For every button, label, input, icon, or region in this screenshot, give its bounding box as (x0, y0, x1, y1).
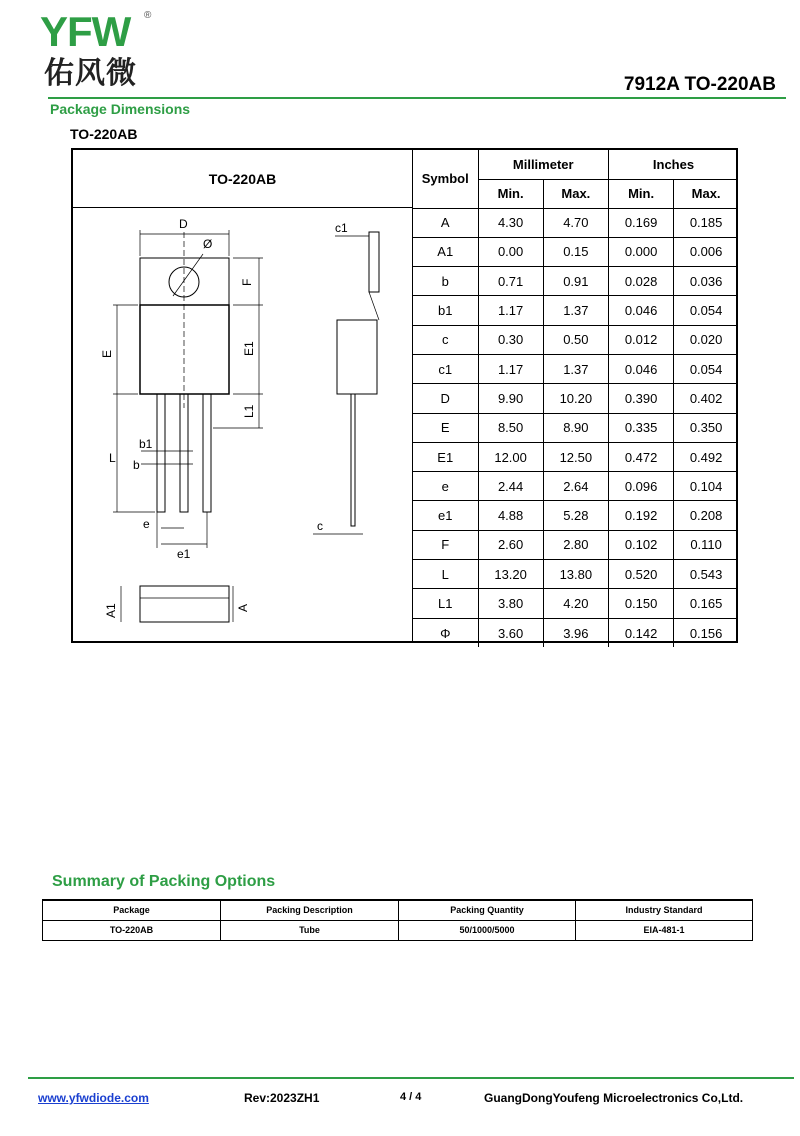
dim-cell-mm-min: 3.60 (478, 618, 543, 647)
dim-cell-symbol: b (413, 267, 478, 296)
dim-cell-in-max: 0.036 (674, 267, 738, 296)
table-row (413, 354, 738, 383)
table-row (413, 413, 738, 442)
side-body (337, 320, 377, 394)
label-A1: A1 (104, 603, 118, 618)
dim-cell-in-min: 0.520 (608, 560, 673, 589)
in-min-header: Min. (608, 179, 673, 208)
lead-2 (180, 394, 188, 512)
side-lead (351, 394, 355, 526)
table-row (43, 920, 753, 940)
packing-header-description: Packing Description (221, 900, 399, 920)
document-title: 7912A TO-220AB (623, 74, 776, 95)
dim-cell-in-min: 0.028 (608, 267, 673, 296)
revision-text: Rev:2023ZH1 (244, 1091, 320, 1105)
dim-cell-in-max: 0.185 (674, 208, 738, 237)
dim-cell-symbol: L1 (413, 589, 478, 618)
table-row (413, 501, 738, 530)
table-row (413, 237, 738, 266)
dim-cell-mm-max: 0.91 (543, 267, 608, 296)
company-logo (40, 10, 160, 100)
label-e1: e1 (177, 547, 191, 561)
side-tab (369, 232, 379, 292)
dim-cell-mm-max: 4.20 (543, 589, 608, 618)
dim-cell-mm-max: 1.37 (543, 354, 608, 383)
dim-cell-mm-max: 2.64 (543, 472, 608, 501)
mm-max-header: Max. (543, 179, 608, 208)
table-row (413, 325, 738, 354)
dim-cell-mm-max: 8.90 (543, 413, 608, 442)
dim-cell-in-min: 0.142 (608, 618, 673, 647)
lead-3 (203, 394, 211, 512)
label-A: A (236, 603, 250, 612)
packing-header-standard: Industry Standard (576, 900, 753, 920)
label-c1: c1 (335, 221, 348, 235)
dim-cell-in-max: 0.156 (674, 618, 738, 647)
dim-cell-mm-min: 9.90 (478, 384, 543, 413)
dim-cell-in-max: 0.543 (674, 560, 738, 589)
label-phi: Ø (203, 237, 213, 251)
dim-cell-mm-max: 0.15 (543, 237, 608, 266)
bottom-view (140, 586, 229, 622)
dim-cell-mm-min: 0.00 (478, 237, 543, 266)
registered-mark: ® (144, 10, 152, 21)
dim-cell-mm-max: 13.80 (543, 560, 608, 589)
dim-cell-mm-min: 4.30 (478, 208, 543, 237)
dim-cell-in-min: 0.046 (608, 354, 673, 383)
dim-cell-symbol: L (413, 560, 478, 589)
in-max-header: Max. (674, 179, 738, 208)
dim-cell-mm-max: 2.80 (543, 530, 608, 559)
dim-cell-symbol: e (413, 472, 478, 501)
lead-1 (157, 394, 165, 512)
table-row (413, 442, 738, 471)
dim-cell-in-min: 0.096 (608, 472, 673, 501)
mm-min-header: Min. (478, 179, 543, 208)
page-number: 4 / 4 (400, 1091, 422, 1103)
table-row (413, 472, 738, 501)
dim-cell-in-max: 0.208 (674, 501, 738, 530)
label-F: F (240, 278, 254, 286)
table-row (413, 589, 738, 618)
dim-cell-mm-min: 1.17 (478, 354, 543, 383)
dim-cell-in-min: 0.472 (608, 442, 673, 471)
dim-cell-in-max: 0.492 (674, 442, 738, 471)
dim-cell-in-min: 0.000 (608, 237, 673, 266)
dim-cell-mm-min: 13.20 (478, 560, 543, 589)
dim-cell-mm-max: 1.37 (543, 296, 608, 325)
dimension-table (413, 150, 738, 647)
dimension-rows (413, 208, 738, 647)
dim-cell-mm-min: 3.80 (478, 589, 543, 618)
dim-cell-mm-max: 10.20 (543, 384, 608, 413)
packing-cell: 50/1000/5000 (399, 920, 576, 940)
packing-title: Summary of Packing Options (52, 873, 276, 890)
table-row (413, 618, 738, 647)
package-label: TO-220AB (70, 126, 138, 142)
tab-outline (140, 258, 229, 305)
dim-cell-symbol: A (413, 208, 478, 237)
label-e: e (143, 517, 150, 531)
dim-cell-mm-max: 4.70 (543, 208, 608, 237)
dim-cell-symbol: F (413, 530, 478, 559)
label-b1: b1 (139, 437, 153, 451)
dim-cell-in-min: 0.169 (608, 208, 673, 237)
dim-cell-in-min: 0.046 (608, 296, 673, 325)
company-name: GuangDongYoufeng Microelectronics Co,Ltd. (484, 1091, 744, 1105)
dim-cell-in-min: 0.390 (608, 384, 673, 413)
dim-cell-mm-max: 0.50 (543, 325, 608, 354)
packing-header-quantity: Packing Quantity (399, 900, 576, 920)
dimensions-panel (71, 148, 738, 643)
dim-cell-mm-min: 2.60 (478, 530, 543, 559)
dim-cell-in-min: 0.150 (608, 589, 673, 618)
dim-cell-in-min: 0.192 (608, 501, 673, 530)
table-row (413, 296, 738, 325)
label-E1: E1 (242, 341, 256, 356)
body-outline (140, 305, 229, 394)
drawing-header: TO-220AB (73, 150, 413, 208)
label-c: c (317, 519, 323, 533)
packing-cell: Tube (221, 920, 399, 940)
section-title: Package Dimensions (50, 101, 191, 117)
label-D: D (179, 217, 188, 231)
dim-cell-symbol: Φ (413, 618, 478, 647)
dim-cell-symbol: e1 (413, 501, 478, 530)
label-E: E (100, 349, 114, 358)
label-L1: L1 (242, 404, 256, 418)
dim-cell-in-max: 0.054 (674, 296, 738, 325)
dim-cell-mm-min: 1.17 (478, 296, 543, 325)
label-L: L (109, 451, 116, 465)
dim-cell-in-min: 0.012 (608, 325, 673, 354)
symbol-header: Symbol (413, 150, 478, 208)
dim-cell-in-max: 0.110 (674, 530, 738, 559)
dim-cell-in-max: 0.054 (674, 354, 738, 383)
packing-cell: TO-220AB (43, 920, 221, 940)
dim-cell-in-max: 0.104 (674, 472, 738, 501)
package-drawing (73, 208, 413, 641)
packing-table (42, 899, 753, 941)
dim-cell-symbol: A1 (413, 237, 478, 266)
dim-cell-in-max: 0.165 (674, 589, 738, 618)
dim-cell-mm-min: 8.50 (478, 413, 543, 442)
dim-cell-mm-max: 5.28 (543, 501, 608, 530)
website-link[interactable]: www.yfwdiode.com (38, 1091, 149, 1105)
footer-divider (28, 1077, 794, 1079)
dim-cell-symbol: E (413, 413, 478, 442)
logo-text: YFW (40, 8, 131, 55)
dim-cell-in-max: 0.402 (674, 384, 738, 413)
packing-cell: EIA-481-1 (576, 920, 753, 940)
inches-header: Inches (608, 150, 738, 179)
label-b: b (133, 458, 140, 472)
millimeter-header: Millimeter (478, 150, 608, 179)
dim-cell-mm-min: 4.88 (478, 501, 543, 530)
dim-cell-in-max: 0.020 (674, 325, 738, 354)
dim-cell-symbol: c (413, 325, 478, 354)
table-row (413, 530, 738, 559)
dim-cell-symbol: D (413, 384, 478, 413)
table-row (413, 384, 738, 413)
dim-cell-mm-min: 0.30 (478, 325, 543, 354)
header-divider (48, 97, 786, 99)
table-row (413, 208, 738, 237)
dim-cell-symbol: E1 (413, 442, 478, 471)
dim-cell-mm-max: 3.96 (543, 618, 608, 647)
dim-cell-symbol: b1 (413, 296, 478, 325)
dim-cell-in-max: 0.350 (674, 413, 738, 442)
package-outline-drawing (73, 208, 411, 641)
dim-cell-mm-min: 12.00 (478, 442, 543, 471)
dim-cell-in-max: 0.006 (674, 237, 738, 266)
dim-cell-mm-min: 0.71 (478, 267, 543, 296)
dim-cell-symbol: c1 (413, 354, 478, 383)
packing-header-package: Package (43, 900, 221, 920)
dim-cell-mm-min: 2.44 (478, 472, 543, 501)
logo-chinese-text: 佑风微 (44, 56, 137, 91)
dim-cell-mm-max: 12.50 (543, 442, 608, 471)
table-row (413, 267, 738, 296)
table-row (413, 560, 738, 589)
dim-cell-in-min: 0.102 (608, 530, 673, 559)
dim-cell-in-min: 0.335 (608, 413, 673, 442)
